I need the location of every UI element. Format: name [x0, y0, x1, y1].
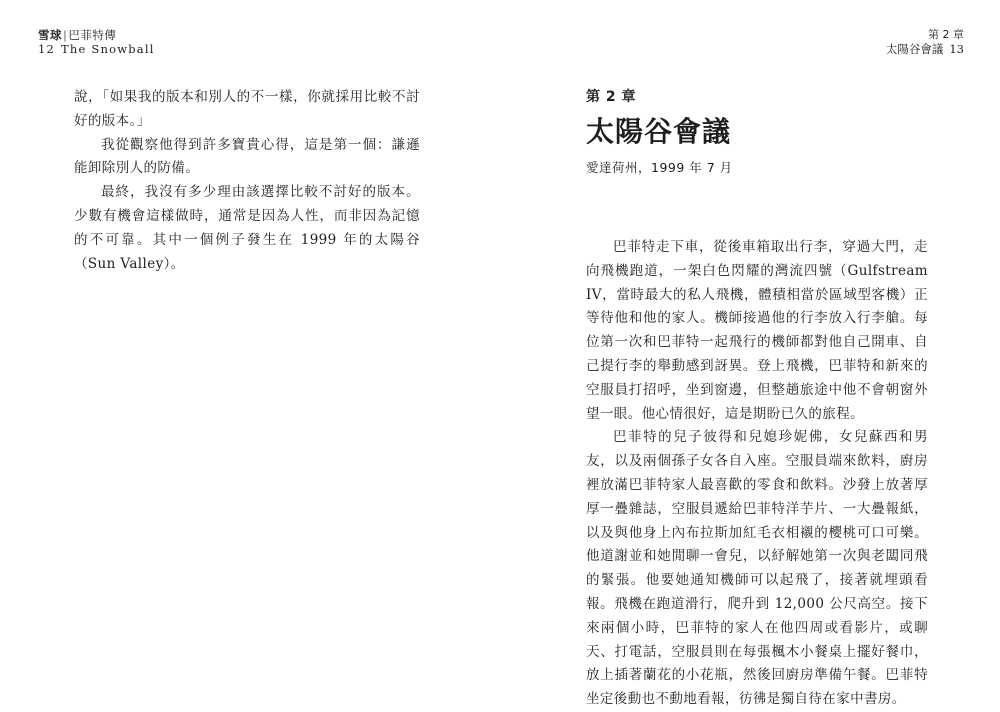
left-page: [0, 0, 500, 701]
body-paragraph: 我從觀察他得到許多寶貴心得，這是第一個：謙遜能卸除別人的防備。: [74, 136, 420, 177]
running-head-author: 巴菲特傳: [68, 28, 117, 42]
body-paragraph: 最終，我沒有多少理由該選擇比較不討好的版本。少數有機會這樣做時，通常是因為人性，而非因為記憶的不可靠。其中一個例子發生在 1999 年的太陽谷（Sun Valley）。: [74, 184, 420, 272]
right-running-head: [886, 28, 964, 56]
chapter-label: 第 2 章: [586, 89, 636, 105]
left-page-number: 12: [38, 42, 56, 57]
chapter-heading: [586, 86, 733, 176]
left-body-text: [74, 86, 420, 276]
chapter-title: 太陽谷會議: [586, 115, 732, 148]
right-body-text: [586, 236, 928, 712]
running-head-book-title: 雪球: [38, 28, 62, 42]
running-head-chapter-title: 太陽谷會議: [885, 41, 944, 56]
chapter-place-date: 愛達荷州，1999 年 7 月: [586, 160, 733, 175]
left-running-head: [38, 28, 155, 57]
running-head-english-title: The Snowball: [61, 42, 155, 57]
body-paragraph: 巴菲特走下車，從後車箱取出行李，穿過大門，走向飛機跑道，一架白色閃耀的灣流四號（Gulfstream IV，當時最大的私人飛機，體積相當於區域型客機）正等待他和他的家人。機師接過他的行李放入行李艙。每位第一次和巴菲特一起飛行的機師都對他自己開車、自己提行李的舉動感到訝異。登上飛機，巴菲特和新來的空服員打招呼，坐到窗邊，但整趟旅途中他不會朝窗外望一眼。他心情很好，這是期盼已久的旅程。: [586, 239, 928, 422]
right-page: [500, 0, 1000, 708]
body-paragraph: 說，「如果我的版本和別人的不一樣，你就採用比較不討好的版本。」: [74, 89, 420, 129]
running-head-separator: |: [63, 28, 68, 42]
body-paragraph: 巴菲特的兒子彼得和兒媳珍妮佛，女兒蘇西和男友，以及兩個孫子女各自入座。空服員端來飲料，廚房裡放滿巴菲特家人最喜歡的零食和飲料。沙發上放著厚厚一疊雜誌，空服員遞給巴菲特洋芋片、一大疊報紙，以及與他身上內布拉斯加紅毛衣相襯的櫻桃可口可樂。他道謝並和她閒聊一會兒，以紓解她第一次與老闆同飛的緊張。他要她通知機師可以起飛了，接著就埋頭看報。飛機在跑道滑行，爬升到 12,000 公尺高空。接下來兩個小時，巴菲特的家人在他四周或看影片，或聊天、打電話，空服員則在每張楓木小餐桌上擺好餐巾，放上插著蘭花的小花瓶，然後回廚房準備午餐。巴菲特坐定後動也不動地看報，彷彿是獨自待在家中書房。: [586, 429, 928, 708]
right-page-number: 13: [949, 41, 964, 56]
running-head-chapter: 第 2 章: [928, 28, 964, 41]
